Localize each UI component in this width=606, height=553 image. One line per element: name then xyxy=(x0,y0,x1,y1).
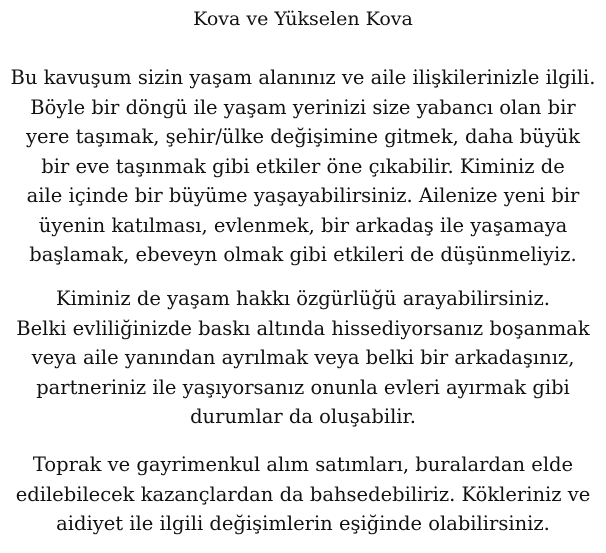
text-line: Böyle bir döngü ile yaşam yerinizi size yabancı olan bir xyxy=(30,95,576,119)
text-line: Belki evliliğinizde baskı altında hissediyorsanız boşanmak xyxy=(16,316,590,340)
document-title: Kova ve Yükselen Kova xyxy=(193,8,413,30)
text-line: edilebilecek kazançlardan da bahsedebiliriz. Kökleriniz ve xyxy=(15,482,591,506)
text-line: veya aile yanından ayrılmak veya belki bir arkadaşınız, xyxy=(31,346,575,369)
paragraph-1 xyxy=(0,63,606,270)
text-line: bir eve taşınmak gibi etkiler öne çıkabilir. Kiminiz de xyxy=(41,154,565,178)
paragraph-3 xyxy=(0,450,606,539)
text-line: partneriniz ile yaşıyorsanız onunla evleri ayırmak gibi xyxy=(36,375,570,399)
text-line: Bu kavuşum sizin yaşam alanınız ve aile ilişkilerinizle ilgili. xyxy=(10,66,596,89)
text-line: yere taşımak, şehir/ülke değişimine gitmek, daha büyük xyxy=(26,125,580,148)
text-line: aidiyet ile ilgili değişimlerin eşiğinde olabilirsiniz. xyxy=(56,512,550,535)
paragraph-2 xyxy=(0,284,606,432)
text-line: üyenin katılması, evlenmek, bir arkadaş ile yaşamaya xyxy=(38,213,568,237)
text-line: başlamak, ebeveyn olmak gibi etkileri de düşünmeliyiz. xyxy=(29,243,577,266)
text-line: Kiminiz de yaşam hakkı özgürlüğü arayabilirsiniz. xyxy=(56,287,550,310)
text-line: durumlar da oluşabilir. xyxy=(190,405,416,428)
text-line: Toprak ve gayrimenkul alım satımları, buralardan elde xyxy=(32,453,574,476)
text-line: aile içinde bir büyüme yaşayabilirsiniz. Ailenize yeni bir xyxy=(26,184,580,207)
